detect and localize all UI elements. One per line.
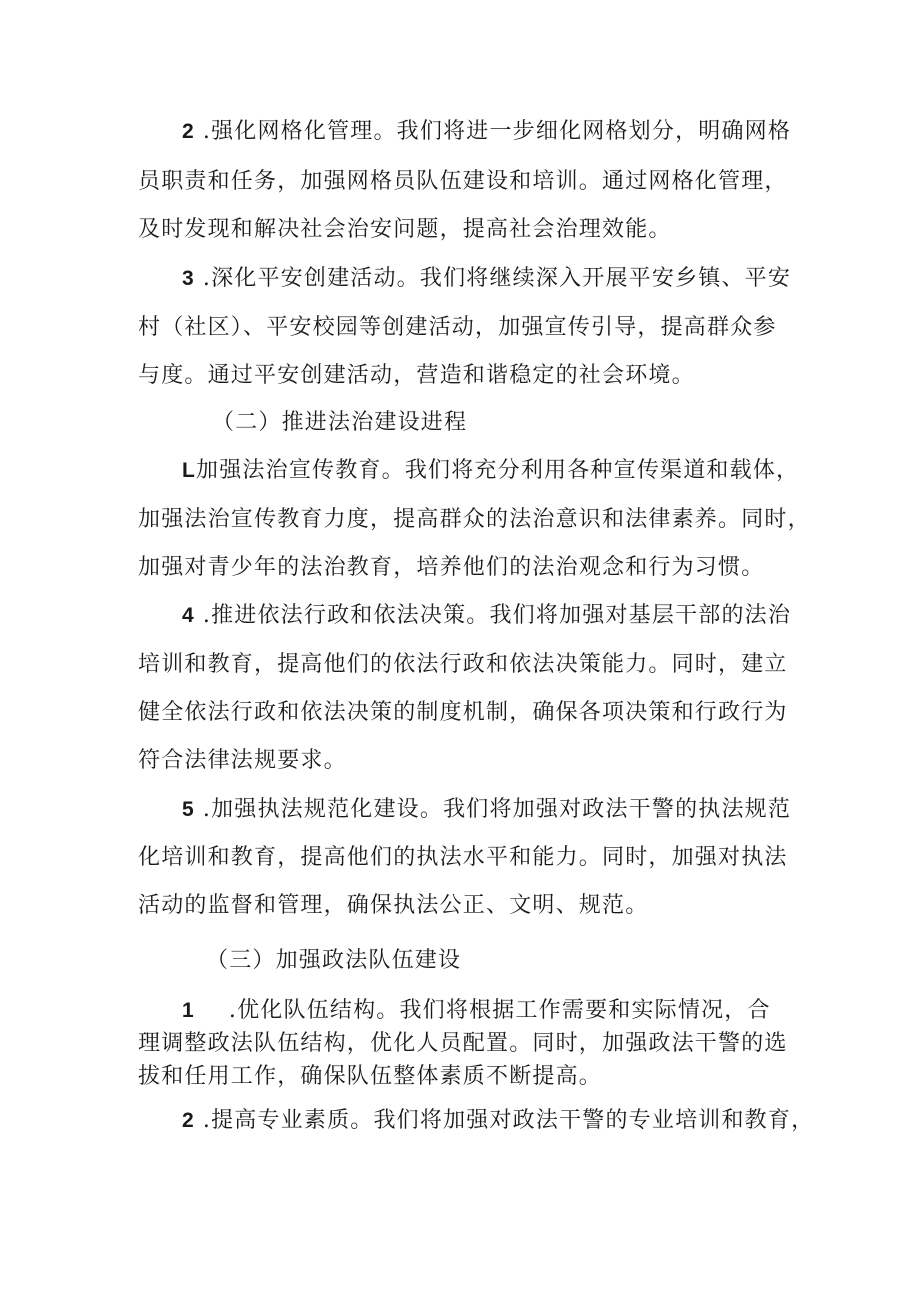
- item-number: L: [182, 459, 197, 482]
- paragraph-line: 培训和教育，提高他们的依法行政和依法决策能力。同时，建立: [138, 652, 788, 677]
- item-number: 3: [182, 267, 195, 290]
- paragraph-text: .提高专业素质。我们将加强对政法干警的专业培训和教育，: [202, 1108, 815, 1133]
- item-number: 4: [182, 604, 195, 627]
- paragraph-line: [182, 117, 791, 147]
- paragraph-line: 拔和任用工作，确保队伍整体素质不断提高。: [138, 1064, 603, 1089]
- paragraph-text: .推进依法行政和依法决策。我们将加强对基层干部的法治: [202, 603, 792, 628]
- section-heading: （三）加强政法队伍建设: [206, 948, 462, 973]
- paragraph-line: 员职责和任务，加强网格员队伍建设和培训。通过网格化管理，: [138, 169, 788, 194]
- paragraph-line: [182, 456, 799, 486]
- paragraph-line: 活动的监督和管理，确保执法公正、文明、规范。: [138, 893, 649, 918]
- paragraph-line: 与度。通过平安创建活动，营造和谐稳定的社会环境。: [138, 363, 695, 388]
- paragraph-line: [182, 996, 771, 1026]
- paragraph-line: [182, 264, 791, 294]
- item-number: 1: [182, 999, 195, 1022]
- section-heading: （二）推进法治建设进程: [212, 410, 468, 435]
- paragraph-text: .优化队伍结构。我们将根据工作需要和实际情况，合: [228, 998, 771, 1023]
- paragraph-text: .强化网格化管理。我们将进一步细化网格划分，明确网格: [202, 119, 792, 144]
- paragraph-text: 加强法治宣传教育。我们将充分利用各种宣传渠道和载体，: [196, 458, 800, 483]
- paragraph-line: [182, 601, 791, 631]
- paragraph-line: 加强法治宣传教育力度，提高群众的法治意识和法律素养。同时，: [138, 507, 811, 532]
- paragraph-text: .加强执法规范化建设。我们将加强对政法干警的执法规范: [202, 797, 792, 822]
- paragraph-line: 加强对青少年的法治教育，培养他们的法治观念和行为习惯。: [138, 555, 765, 580]
- paragraph-line: [182, 1106, 814, 1136]
- item-number: 2: [182, 1109, 195, 1132]
- paragraph-line: 及时发现和解决社会治安问题，提高社会治理效能。: [138, 217, 672, 242]
- paragraph-line: 化培训和教育，提高他们的执法水平和能力。同时，加强对执法: [138, 845, 788, 870]
- paragraph-line: 理调整政法队伍结构，优化人员配置。同时，加强政法干警的选: [138, 1031, 788, 1056]
- item-number: 2: [182, 120, 195, 143]
- paragraph-line: 村（社区）、平安校园等创建活动，加强宣传引导，提高群众参: [138, 315, 777, 340]
- item-number: 5: [182, 798, 195, 821]
- paragraph-text: .深化平安创建活动。我们将继续深入开展平安乡镇、平安: [202, 266, 792, 291]
- paragraph-line: 健全依法行政和依法决策的制度机制，确保各项决策和行政行为: [138, 700, 788, 725]
- paragraph-line: [182, 795, 791, 825]
- paragraph-line: 符合法律法规要求。: [138, 748, 347, 773]
